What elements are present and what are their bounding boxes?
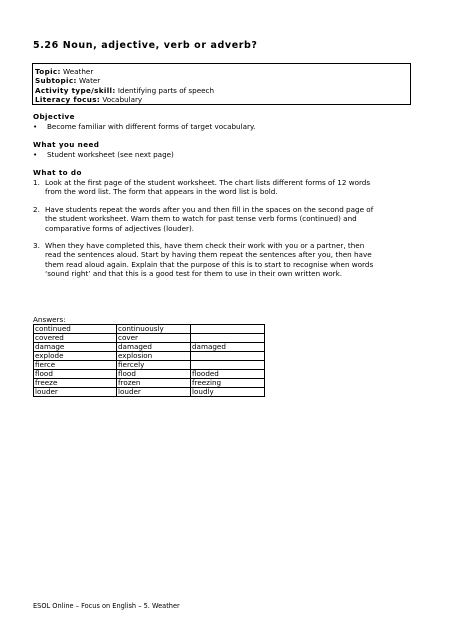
info-activity: Activity type/skill: Identifying parts of speech	[35, 85, 215, 95]
table-cell	[191, 352, 265, 361]
table-row	[34, 388, 265, 397]
table-cell: flood	[117, 370, 191, 379]
objective-item: • Become familiar with different forms of target vocabulary.	[33, 122, 256, 131]
table-cell: freeze	[34, 379, 117, 388]
document-page: 5.26 Noun, adjective, verb or adverb? Topic: Weather Subtopic: Water Activity type/skill: Identifying parts of speech Literacy focus: Vocabulary Objective • Become familiar with different forms of target vocabulary. What you need • Student worksheet (see next page) What to do 1. Look at the first page of the student worksheet. The chart lists different forms of 12 words from the word list. The form that appears in the word list is bold. 2. Have students repeat the words after you and then fill in the spaces on the second page of the student worksheet. Warn them to watch for past tense verb forms (continued) and comparative forms of adjectives (louder). 3. When they have completed this, have them check their work with you or a partner, then read the sentences aloud. Start by having them repeat the sentences after you, then have them read aloud again. Explain that the purpose of this is to start to recognise when words ‘sound right’ and that this is a good test for them to use in their own written work. Answers: continued continuously covered cover damage damaged damaged explode explosion fierce fiercely flood flood flooded freeze frozen freezing louder louder loudly ESOL Online – Focus on English – 5. Weather	[0, 0, 452, 640]
table-cell: freezing	[191, 379, 265, 388]
info-subtopic: Subtopic: Water	[35, 76, 101, 86]
todo-heading: What to do	[33, 168, 82, 177]
objective-heading: Objective	[33, 112, 75, 121]
table-cell: damage	[34, 343, 117, 352]
table-cell	[191, 325, 265, 334]
table-cell: continued	[34, 325, 117, 334]
table-cell: loudly	[191, 388, 265, 397]
info-box	[32, 63, 411, 105]
table-cell: fiercely	[117, 361, 191, 370]
table-row	[34, 370, 265, 379]
table-row	[34, 325, 265, 334]
table-cell: covered	[34, 334, 117, 343]
bullet-icon: •	[33, 122, 38, 131]
table-cell: louder	[34, 388, 117, 397]
page-footer: ESOL Online – Focus on English – 5. Weather	[33, 602, 180, 610]
table-cell: cover	[117, 334, 191, 343]
table-cell: explosion	[117, 352, 191, 361]
table-cell: frozen	[117, 379, 191, 388]
table-row	[34, 352, 265, 361]
need-item: • Student worksheet (see next page)	[33, 150, 174, 159]
table-row	[34, 361, 265, 370]
table-cell: louder	[117, 388, 191, 397]
table-cell: flood	[34, 370, 117, 379]
table-cell: continuously	[117, 325, 191, 334]
table-cell: fierce	[34, 361, 117, 370]
answers-label: Answers:	[33, 315, 66, 324]
table-cell: flooded	[191, 370, 265, 379]
page-title: 5.26 Noun, adjective, verb or adverb?	[33, 40, 258, 51]
answers-table	[33, 324, 265, 397]
need-heading: What you need	[33, 140, 100, 149]
table-cell: damaged	[117, 343, 191, 352]
table-cell: damaged	[191, 343, 265, 352]
info-topic: Topic: Weather	[35, 67, 94, 76]
info-literacy: Literacy focus: Vocabulary	[35, 94, 143, 104]
bullet-icon: •	[33, 150, 38, 159]
table-cell: explode	[34, 352, 117, 361]
table-row	[34, 379, 265, 388]
